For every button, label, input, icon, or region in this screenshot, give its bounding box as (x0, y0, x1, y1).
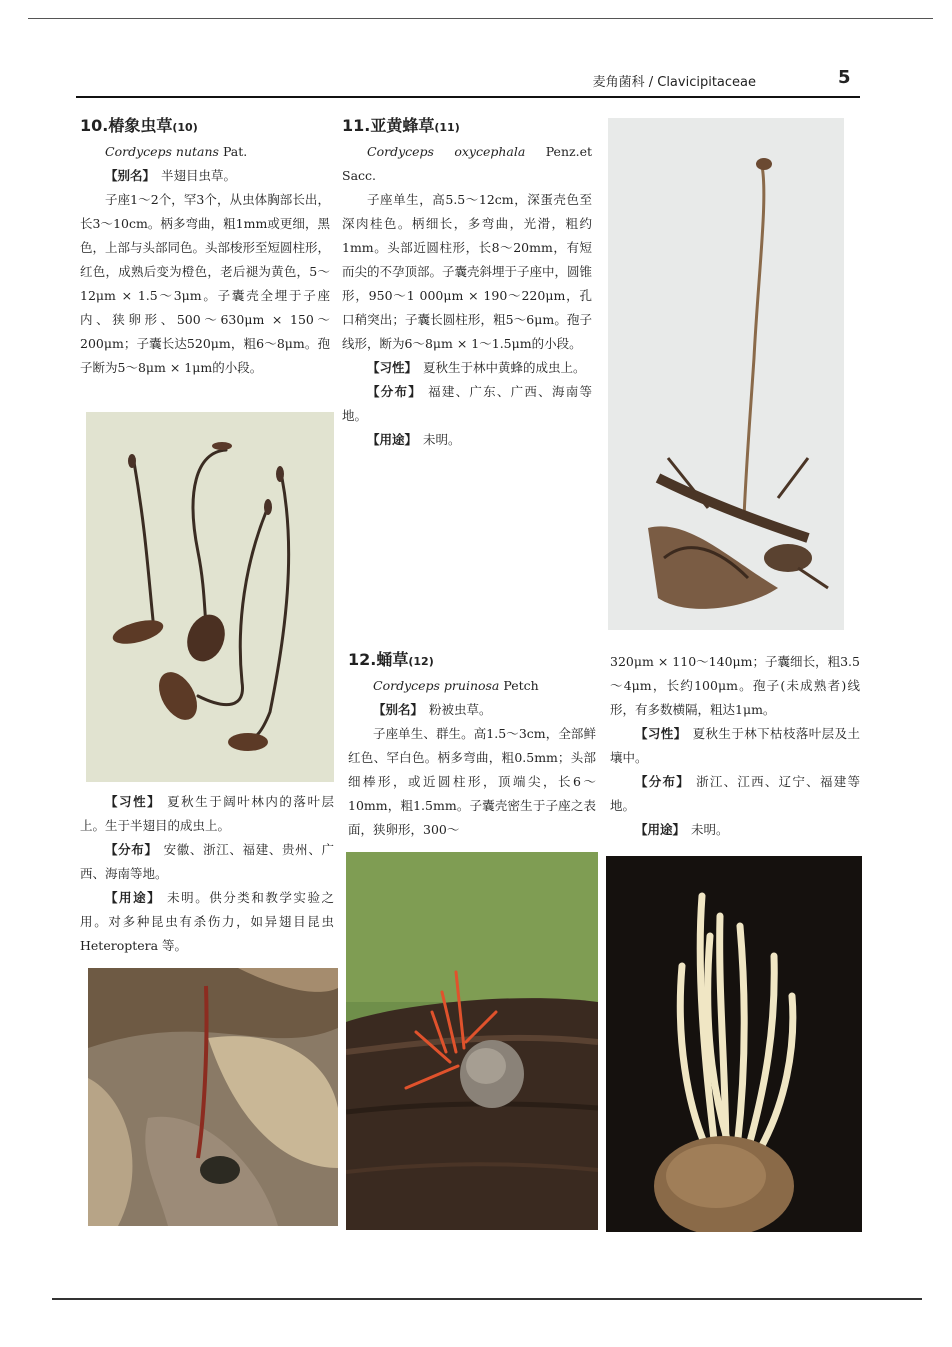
entry10-latin: Cordyceps nutans (105, 144, 219, 159)
entry10-use-text: 未明。供分类和教学实验之用。对多种昆虫有杀伤力，如异翅目昆虫 Heteroptera 等。 (80, 890, 334, 953)
photo-cordyceps-pruinosa-white (606, 856, 862, 1232)
entry12-habit-label: 【习性】 (635, 726, 687, 741)
entry11-use-text: 未明。 (423, 432, 461, 447)
entry12-number: 12. (348, 650, 377, 669)
entry12-habit (610, 722, 860, 770)
entry12-use (610, 818, 860, 842)
entry12-text (348, 648, 596, 842)
photo-cordyceps-pruinosa (346, 852, 598, 1230)
entry10-alias-label: 【别名】 (105, 168, 156, 183)
entry10-distribution (80, 838, 334, 886)
photo-cordyceps-nutans (86, 412, 334, 782)
entry12-dist-label: 【分布】 (635, 774, 691, 789)
entry10-habit-label: 【习性】 (105, 794, 162, 809)
entry12-alias-label: 【别名】 (373, 702, 424, 717)
entry10-description: 子座1～2个，罕3个，从虫体胸部长出，长3～10cm。柄多弯曲，粗1mm或更细，黑色，上部与头部同色。头部梭形至短圆柱形，红色，成熟后变为橙色，老后褪为黄色，5～12μm × 1.5～3μm。子囊壳全埋于子座内、狭卵形、500～630μm × 150～200μm；子囊长达520μm，粗6～8μm。孢子断为5～8μm × 1μm的小段。 (80, 192, 331, 375)
entry10-alias (80, 164, 330, 188)
entry11-ref: (11) (434, 121, 460, 134)
entry11-scientific (342, 140, 592, 188)
entry11-habit-text: 夏秋生于林中黄蜂的成虫上。 (423, 360, 586, 375)
page-number: 5 (838, 67, 851, 88)
entry11-description: 子座单生，高5.5～12cm，深蛋壳色至深肉桂色。柄细长，多弯曲，光滑，粗约1mm。头部近圆柱形，长8～20mm，有短而尖的不孕顶部。子囊壳斜埋于子座中，圆锥形，950～1 000μm × 190～220μm，孔口稍突出；子囊长圆柱形，粗5～6μm。孢子线形，断为6～8μm × 1～1.5μm的小段。 (342, 192, 593, 351)
entry10-name: 椿象虫草 (108, 116, 173, 135)
entry10-habit-text: 夏秋生于阔叶林内的落叶层上。生于半翅目的成虫上。 (80, 794, 334, 833)
entry10-use-label: 【用途】 (105, 890, 162, 905)
entry12-ref: (12) (408, 655, 434, 668)
entry11-number: 11. (342, 116, 371, 135)
entry11-use-label: 【用途】 (367, 432, 418, 447)
entry11-dist-text: 福建、广东、广西、海南等地。 (342, 384, 592, 423)
entry11-author: Penz.et Sacc. (342, 144, 592, 183)
photo-leaf-litter (88, 968, 338, 1226)
entry11-use (342, 428, 592, 452)
bottom-rule (52, 1298, 922, 1300)
entry10-title (80, 114, 330, 140)
entry10-number: 10. (80, 116, 109, 135)
top-rule (28, 18, 933, 19)
entry12-alias (348, 698, 596, 722)
entry12-description-cont: 320μm × 110～140μm；子囊细长，粗3.5～4μm，长约100μm。孢子(未成熟者)线形，有多数横隔，粗达1μm。 (610, 654, 860, 717)
entry10-habit (80, 790, 334, 838)
entry12-scientific (348, 674, 596, 698)
entry10-dist-label: 【分布】 (105, 842, 158, 857)
entry11-habit (342, 356, 592, 380)
entry11-title (342, 114, 592, 140)
photo-cordyceps-oxycephala (608, 118, 844, 630)
header-rule (76, 96, 860, 98)
entry10-text (80, 114, 330, 380)
entry11-dist-label: 【分布】 (367, 384, 423, 399)
entry10-scientific (80, 140, 330, 164)
entry12-dist-text: 浙江、江西、辽宁、福建等地。 (610, 774, 860, 813)
entry10-use (80, 886, 334, 958)
entry12-description: 子座单生、群生。高1.5～3cm，全部鲜红色、罕白色。柄多弯曲，粗0.5mm；头部细棒形，或近圆柱形，顶端尖，长6～10mm，粗1.5mm。子囊壳密生于子座之表面，狭卵形，300～ (348, 726, 596, 837)
entry12-distribution (610, 770, 860, 818)
entry12-alias-text: 粉被虫草。 (429, 702, 492, 717)
entry11-text (342, 114, 592, 452)
entry10-alias-text: 半翅目虫草。 (161, 168, 237, 183)
entry12-use-text: 未明。 (691, 822, 729, 837)
entry11-name: 亚黄蜂草 (370, 116, 435, 135)
entry12-name: 蛹草 (376, 650, 409, 669)
running-header: 麦角菌科 / Clavicipitaceae (592, 75, 756, 90)
entry10-dist-text: 安徽、浙江、福建、贵州、广西、海南等地。 (80, 842, 334, 881)
entry10-author: Pat. (218, 144, 248, 159)
entry10-ref: (10) (172, 121, 198, 134)
entry12-author: Petch (499, 678, 539, 693)
entry12-use-label: 【用途】 (635, 822, 686, 837)
entry10-notes (80, 790, 334, 958)
entry12-text-cont (610, 650, 860, 842)
entry11-distribution (342, 380, 592, 428)
entry12-title (348, 648, 596, 674)
entry11-latin: Cordyceps oxycephala (367, 144, 526, 159)
entry12-habit-text: 夏秋生于林下枯枝落叶层及土壤中。 (610, 726, 860, 765)
entry12-latin: Cordyceps pruinosa (373, 678, 500, 693)
entry11-habit-label: 【习性】 (367, 360, 418, 375)
